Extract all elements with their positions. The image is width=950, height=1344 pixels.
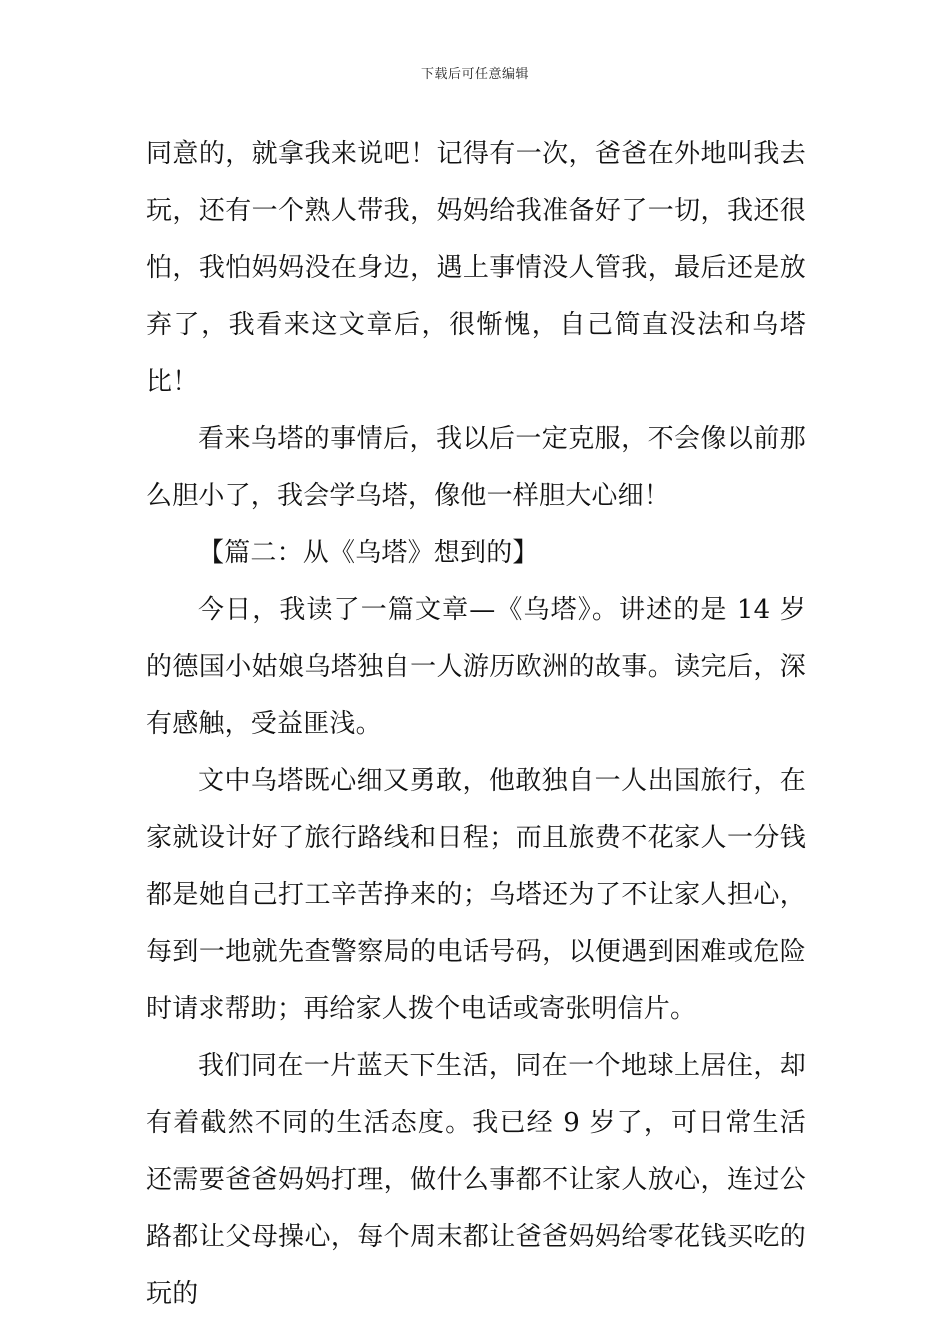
paragraph: 同意的，就拿我来说吧！记得有一次，爸爸在外地叫我去玩，还有一个熟人带我，妈妈给我准备好了一切，我还很怕，我怕妈妈没在身边，遇上事情没人管我，最后还是放弃了，我看来这文章后，很惭愧，自己简直没法和乌塔比！: [146, 139, 806, 397]
paragraph: 看来乌塔的事情后，我以后一定克服，不会像以前那么胆小了，我会学乌塔，像他一样胆大心细！: [146, 424, 806, 511]
document-body: [146, 126, 806, 1323]
section-heading: 【篇二：从《乌塔》想到的】: [198, 538, 539, 568]
paragraph: 我们同在一片蓝天下生活，同在一个地球上居住，却有着截然不同的生活态度。我已经 9 岁了，可日常生活还需要爸爸妈妈打理，做什么事都不让家人放心，连过公路都让父母操心，每个周末都让爸爸妈妈给零花钱买吃的玩的: [146, 1051, 806, 1309]
paragraph: 今日，我读了一篇文章—《乌塔》。讲述的是 14 岁的德国小姑娘乌塔独自一人游历欧洲的故事。读完后，深有感触，受益匪浅。: [146, 595, 806, 739]
paragraph: 文中乌塔既心细又勇敢，他敢独自一人出国旅行，在家就设计好了旅行路线和日程；而且旅费不花家人一分钱都是她自己打工辛苦挣来的；乌塔还为了不让家人担心，每到一地就先查警察局的电话号码，以便遇到困难或危险时请求帮助；再给家人拨个电话或寄张明信片。: [146, 766, 806, 1024]
header-note: 下载后可任意编辑: [420, 67, 529, 82]
